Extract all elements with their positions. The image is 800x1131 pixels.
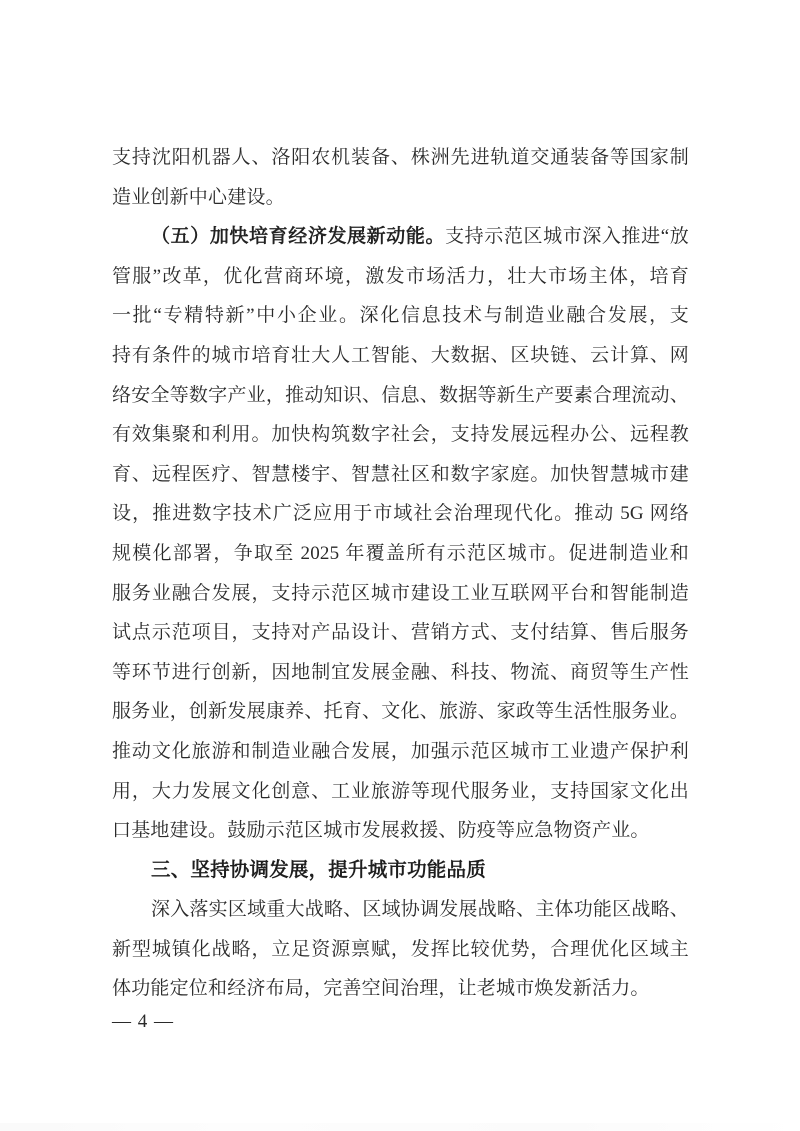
line-text: 支持沈阳机器人、洛阳农机装备、株洲先进轨道交通装备等国家制 bbox=[112, 147, 689, 168]
line-text: 服务业，创新发展康养、托育、文化、旅游、家政等生活性服务业。 bbox=[112, 701, 689, 723]
text-line bbox=[112, 930, 689, 970]
line-text: 口基地建设。鼓励示范区城市发展救援、防疫等应急物资产业。 bbox=[112, 820, 650, 842]
line-text: 推动文化旅游和制造业融合发展，加强示范区城市工业遗产保护利 bbox=[112, 740, 689, 762]
line-text: 一批“专精特新”中小企业。深化信息技术与制造业融合发展，支 bbox=[112, 305, 689, 327]
text-line bbox=[112, 415, 689, 455]
text-line bbox=[112, 732, 689, 772]
subsection-title: （五）加快培育经济发展新动能。 bbox=[151, 226, 446, 248]
line-text: 有效集聚和利用。加快构筑数字社会，支持发展远程办公、远程教 bbox=[112, 424, 689, 446]
line-text: 用，大力发展文化创意、工业旅游等现代服务业，支持国家文化出 bbox=[112, 780, 689, 802]
line-text: 支持示范区城市深入推进“放 bbox=[445, 226, 689, 248]
text-line bbox=[112, 692, 689, 732]
text-line bbox=[112, 376, 689, 416]
line-text: 等环节进行创新，因地制宜发展金融、科技、物流、商贸等生产性 bbox=[112, 661, 689, 683]
text-line bbox=[112, 296, 689, 336]
text-line bbox=[112, 336, 689, 376]
text-line bbox=[112, 534, 689, 574]
text-line-subsection-start bbox=[112, 217, 689, 257]
line-text: 试点示范项目，支持对产品设计、营销方式、支付结算、售后服务 bbox=[112, 622, 689, 644]
line-text: 规模化部署，争取至 2025 年覆盖所有示范区城市。促进制造业和 bbox=[112, 542, 689, 564]
text-line bbox=[112, 138, 689, 178]
text-line bbox=[112, 772, 689, 812]
line-text: 造业创新中心建设。 bbox=[112, 186, 285, 208]
text-line bbox=[112, 969, 689, 1009]
text-line bbox=[112, 653, 689, 693]
text-line bbox=[112, 574, 689, 614]
line-text: 服务业融合发展，支持示范区城市建设工业互联网平台和智能制造 bbox=[112, 582, 689, 604]
text-line bbox=[112, 178, 689, 218]
line-text: 络安全等数字产业，推动知识、信息、数据等新生产要素合理流动、 bbox=[112, 384, 689, 406]
scan-artifact bbox=[0, 1123, 800, 1131]
line-text: 育、远程医疗、智慧楼宇、智慧社区和数字家庭。加快智慧城市建 bbox=[112, 463, 689, 485]
text-line bbox=[112, 455, 689, 495]
text-line bbox=[112, 257, 689, 297]
section-heading bbox=[112, 851, 689, 891]
text-line bbox=[112, 811, 689, 851]
line-text: 新型城镇化战略，立足资源禀赋，发挥比较优势，合理优化区域主 bbox=[112, 938, 689, 960]
line-text: 管服”改革，优化营商环境，激发市场活力，壮大市场主体，培育 bbox=[112, 265, 689, 287]
line-text: 体功能定位和经济布局，完善空间治理，让老城市焕发新活力。 bbox=[112, 978, 650, 1000]
text-line bbox=[112, 613, 689, 653]
section-heading-text: 三、坚持协调发展，提升城市功能品质 bbox=[151, 858, 486, 881]
line-text: 持有条件的城市培育壮大人工智能、大数据、区块链、云计算、网 bbox=[112, 344, 689, 366]
document-body bbox=[112, 138, 689, 1009]
line-text: 深入落实区域重大战略、区域协调发展战略、主体功能区战略、 bbox=[151, 899, 689, 921]
text-line-paragraph-start bbox=[112, 890, 689, 930]
line-text: 设，推进数字技术广泛应用于市域社会治理现代化。推动 5G 网络 bbox=[112, 503, 689, 525]
text-line bbox=[112, 494, 689, 534]
page-number: — 4 — bbox=[112, 1011, 174, 1032]
